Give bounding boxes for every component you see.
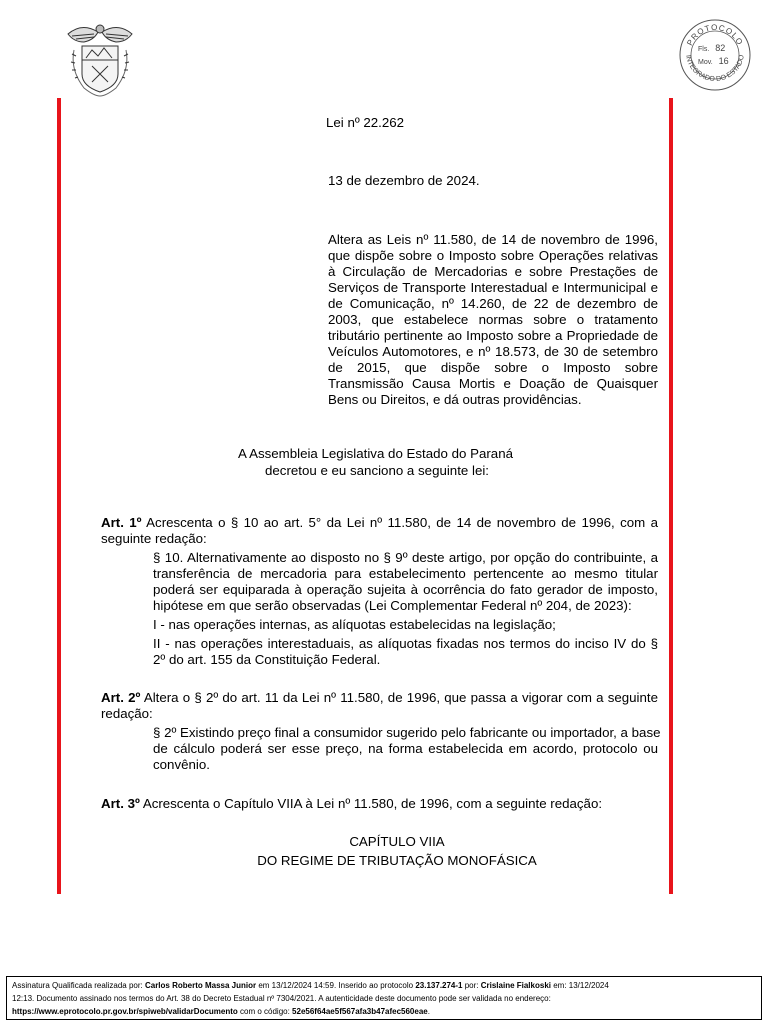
stamp-seal-icon <box>678 18 752 92</box>
left-margin-line <box>57 98 61 894</box>
stamp-top-text: PROTOCOLO <box>685 22 745 48</box>
footer-text: com o código: <box>237 1007 293 1016</box>
art1-inciso-2 <box>153 636 658 668</box>
ementa-line: Bens ou Direitos, e dá outras providências. <box>328 392 582 407</box>
art3-text-line1: Acrescenta o Capítulo VIIA à Lei nº 11.580, de 1996, com a seguinte redação: <box>139 796 603 811</box>
law-date: 13 de dezembro de 2024. <box>328 173 480 188</box>
ementa-line: que dispõe sobre o Imposto sobre Operações relativas <box>328 248 658 263</box>
preamble-line1: A Assembleia Legislativa do Estado do Paraná <box>238 446 513 461</box>
footer-text: por: <box>462 981 481 990</box>
ementa-line: tributário pertinente ao Imposto sobre a Propriedade de <box>328 328 658 343</box>
footer-text: em 13/12/2024 14:59. Inserido ao protocolo <box>256 981 416 990</box>
footer-signer: Carlos Roberto Massa Junior <box>144 981 257 990</box>
footer-validation-code: 52e56f64ae5f567afa3b47afec560eae <box>292 1007 428 1016</box>
article-3 <box>101 796 602 812</box>
stamp-fls-label: Fls. <box>698 46 710 53</box>
p10-line: transferência de mercadoria para estabelecimento pertencente ao mesmo titular <box>153 566 658 581</box>
art1-inciso-1: I - nas operações internas, as alíquotas estabelecidas na legislação; <box>153 617 556 632</box>
p10-line: hipótese em que serão observadas (Lei Complementar Federal nº 204, de 2023): <box>153 598 632 613</box>
ementa-line: Veículos Automotores, e nº 18.573, de 30 de setembro <box>328 344 658 359</box>
art1-label: Art. 1º <box>101 515 142 530</box>
stamp-mov-value: 16 <box>718 56 729 66</box>
footer-text: Assinatura Qualificada realizada por: <box>12 981 145 990</box>
signature-footer <box>6 976 762 1020</box>
ementa-line: Altera as Leis nº 11.580, de 14 de novembro de 1996, <box>328 232 658 247</box>
ementa-line: 2003, que estabelece normas sobre o tratamento <box>328 312 658 327</box>
art1-text-line2: seguinte redação: <box>101 531 207 546</box>
ementa-line: Transmissão Causa Mortis e Doação de Quaisquer <box>328 376 658 391</box>
stamp-fls-value: 82 <box>715 43 726 53</box>
art2-label: Art. 2º <box>101 690 141 705</box>
footer-inserter: Crislaine Fialkoski <box>480 981 551 990</box>
art3-label: Art. 3º <box>101 796 140 811</box>
art1-text-line1: Acrescenta o § 10 ao art. 5° da Lei nº 11.580, de 14 de novembro de 1996, com a <box>141 515 658 530</box>
ementa-line: de 2015, que dispõe sobre o Imposto sobre <box>328 360 658 375</box>
article-2 <box>101 690 658 722</box>
footer-text: em: 13/12/2024 <box>551 981 609 990</box>
ementa-line: Serviços de Transporte Interestadual e Intermunicipal e <box>328 280 658 295</box>
inciso2-line: II - nas operações interestaduais, as alíquotas fixadas nos termos do inciso IV do § <box>153 636 658 651</box>
p2-line: § 2º Existindo preço final a consumidor sugerido pelo fabricante ou importador, a base <box>153 725 661 740</box>
chapter-subtitle: DO REGIME DE TRIBUTAÇÃO MONOFÁSICA <box>257 853 537 868</box>
stamp-bottom-text: INTEGRADO DO ESTADO <box>684 54 746 84</box>
right-margin-line <box>669 98 673 894</box>
p10-line: poderá ser equiparada à operação sujeita à ocorrência do fato gerador de imposto, <box>153 582 658 597</box>
protocol-stamp <box>678 18 752 92</box>
art2-paragraph-2 <box>153 725 661 773</box>
footer-text: . <box>427 1007 430 1016</box>
ementa <box>328 232 658 408</box>
footer-text: 12:13. Documento assinado nos termos do Art. 38 do Decreto Estadual nº 7304/2021. A autenticidade deste documento pode ser validada no endereço: <box>12 994 551 1003</box>
parana-coat-of-arms-logo <box>64 20 136 98</box>
article-1 <box>101 515 658 547</box>
stamp-mov-label: Mov. <box>698 59 713 66</box>
preamble-line2: decretou e eu sanciono a seguinte lei: <box>265 463 489 478</box>
law-title: Lei nº 22.262 <box>326 115 405 130</box>
p2-line: convênio. <box>153 757 210 772</box>
ementa-line: à Circulação de Mercadorias e sobre Prestações de <box>328 264 658 279</box>
p2-line: de cálculo poderá ser esse preço, na forma estabelecida em acordo, protocolo ou <box>153 741 658 756</box>
art2-text-line2: redação: <box>101 706 153 721</box>
p10-line: § 10. Alternativamente ao disposto no § 9º deste artigo, por opção do contribuinte, a <box>153 550 658 565</box>
inciso2-line: 2º do art. 155 da Constituição Federal. <box>153 652 381 667</box>
art2-text-line1: Altera o § 2º do art. 11 da Lei nº 11.580, de 1996, que passa a vigorar com a seguinte <box>140 690 658 705</box>
footer-validation-url[interactable]: https://www.eprotocolo.pr.gov.br/spiweb/validarDocumento <box>12 1007 238 1016</box>
footer-protocol: 23.137.274-1 <box>415 981 463 990</box>
chapter-title: CAPÍTULO VIIA <box>349 834 445 849</box>
art1-paragraph-10 <box>153 550 658 614</box>
ementa-line: de Comunicação, nº 14.260, de 22 de dezembro de <box>328 296 658 311</box>
